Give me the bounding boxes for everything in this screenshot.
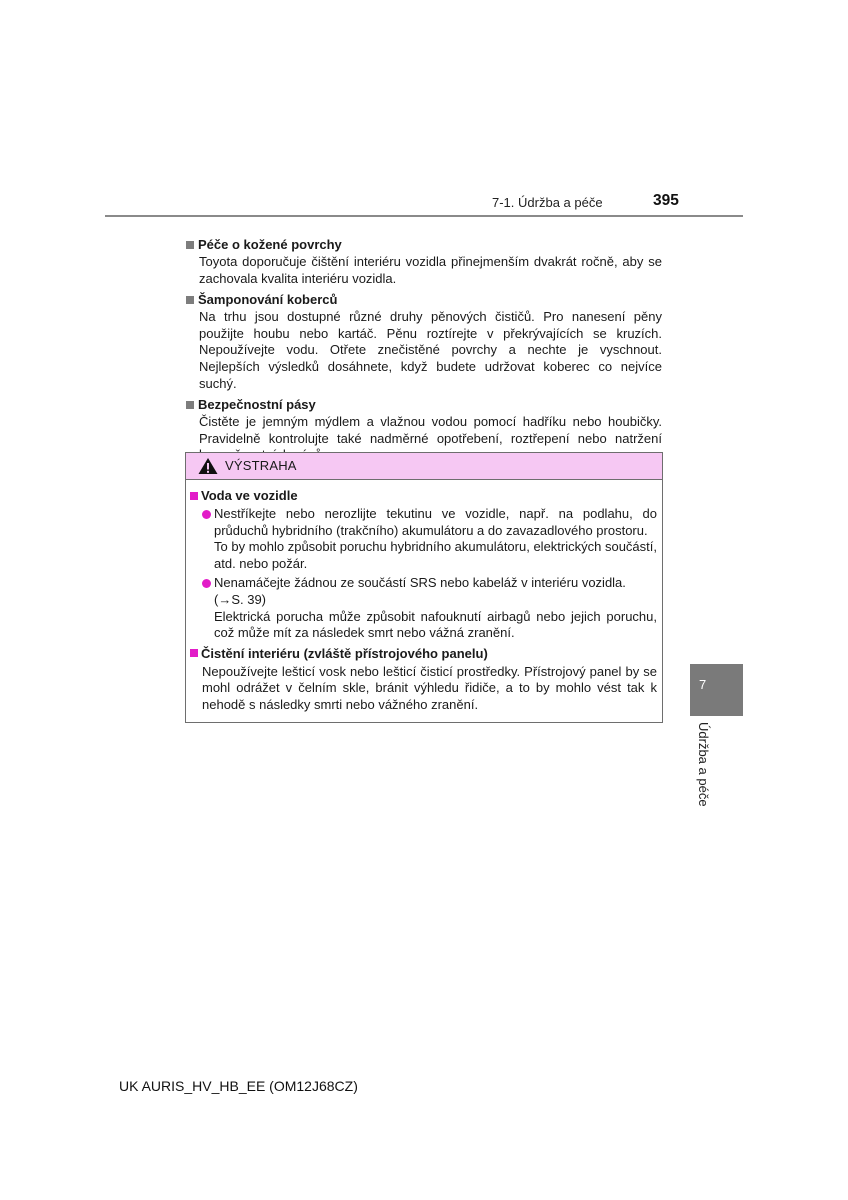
warning-bullet: [190, 575, 657, 641]
footer-model-code: UK AURIS_HV_HB_EE (OM12J68CZ): [119, 1078, 358, 1094]
section-heading: [186, 236, 662, 254]
chapter-number: 7: [699, 677, 707, 692]
section-title: Šamponování koberců: [198, 292, 338, 308]
warning-section-heading: [190, 645, 657, 662]
bullet-text: Nestříkejte nebo nerozlijte tekutinu ve vozidle, např. na podlahu, do průduchů hybridního (trakčního) akumulátoru a do zavazadlového prostoru.: [214, 506, 657, 538]
chapter-tab: [690, 664, 743, 716]
warning-section-title: Čistění interiéru (zvláště přístrojového panelu): [201, 645, 488, 661]
warning-section-heading: [190, 487, 657, 504]
warning-bullet: [190, 506, 657, 572]
section-leather-care: [186, 236, 662, 287]
section-carpet-shampoo: [186, 291, 662, 392]
section-title: Péče o kožené povrchy: [198, 237, 342, 252]
warning-header: [186, 453, 662, 480]
bullet-extra-text: Elektrická porucha může způsobit nafouknutí airbagů nebo jejich poruchu, což může mít za následek smrt nebo vážná zranění.: [214, 608, 657, 641]
warning-body: [186, 480, 662, 714]
page-reference-link[interactable]: (→S. 39): [214, 591, 267, 607]
section-text: Čistěte je jemným mýdlem a vlažnou vodou pomocí hadříku nebo houbičky. Pravidelně kontrolujte také nadměrné opotřebení, roztřepení nebo natržení: [199, 414, 662, 446]
bullet-text: Nenamáčejte žádnou ze součástí SRS nebo kabeláž v interiéru vozidla.: [214, 575, 626, 591]
section-text: Toyota doporučuje čištění interiéru vozidla přinejmenším dvakrát ročně, aby se zachovala kvalita interiéru vozidla.: [199, 254, 662, 286]
page-number: 395: [653, 192, 679, 209]
main-content: [186, 236, 662, 468]
warning-title: VÝSTRAHA: [225, 458, 297, 473]
square-bullet-icon: [186, 241, 194, 249]
magenta-bullet-icon: [202, 579, 211, 588]
header-section-title: 7-1. Údržba a péče: [492, 195, 603, 210]
chapter-label: Údržba a péče: [696, 722, 711, 807]
magenta-square-icon: [190, 492, 198, 500]
warning-section-title: Voda ve vozidle: [201, 488, 298, 503]
bullet-extra-text: To by mohlo způsobit poruchu hybridního akumulátoru, elektrických součástí, atd. nebo požár.: [214, 539, 657, 571]
warning-triangle-icon: [198, 457, 218, 475]
header-divider: [105, 215, 743, 217]
chapter-label-vertical: [696, 722, 714, 822]
warning-section-text: Nepoužívejte lešticí vosk nebo lešticí čisticí prostředky. Přístrojový panel by se mohl odrážet v čelním skle, bránit výhledu řidiče, a to by mohlo vést tak k nehodě s následky smrti nebo vážného zranění.: [202, 663, 657, 712]
warning-box: [185, 452, 663, 723]
section-title: Bezpečnostní pásy: [198, 397, 316, 413]
square-bullet-icon: [186, 401, 194, 409]
square-bullet-icon: [186, 296, 194, 304]
section-heading: [186, 396, 662, 414]
magenta-bullet-icon: [202, 510, 211, 519]
section-heading: [186, 291, 662, 309]
magenta-square-icon: [190, 649, 198, 657]
section-text: Na trhu jsou dostupné různé druhy pěnových čističů. Pro nanesení pěny použijte houbu nebo kartáč. Pěnu roztírejte v překrývajících se kruzích. Nepoužívejte vodu. Otřete znečistěné povrchy a nechte je vyschnout. Nejlepších výsledků dosáhnete, když budete udržovat koberec co nejvíce suchý.: [199, 309, 662, 391]
